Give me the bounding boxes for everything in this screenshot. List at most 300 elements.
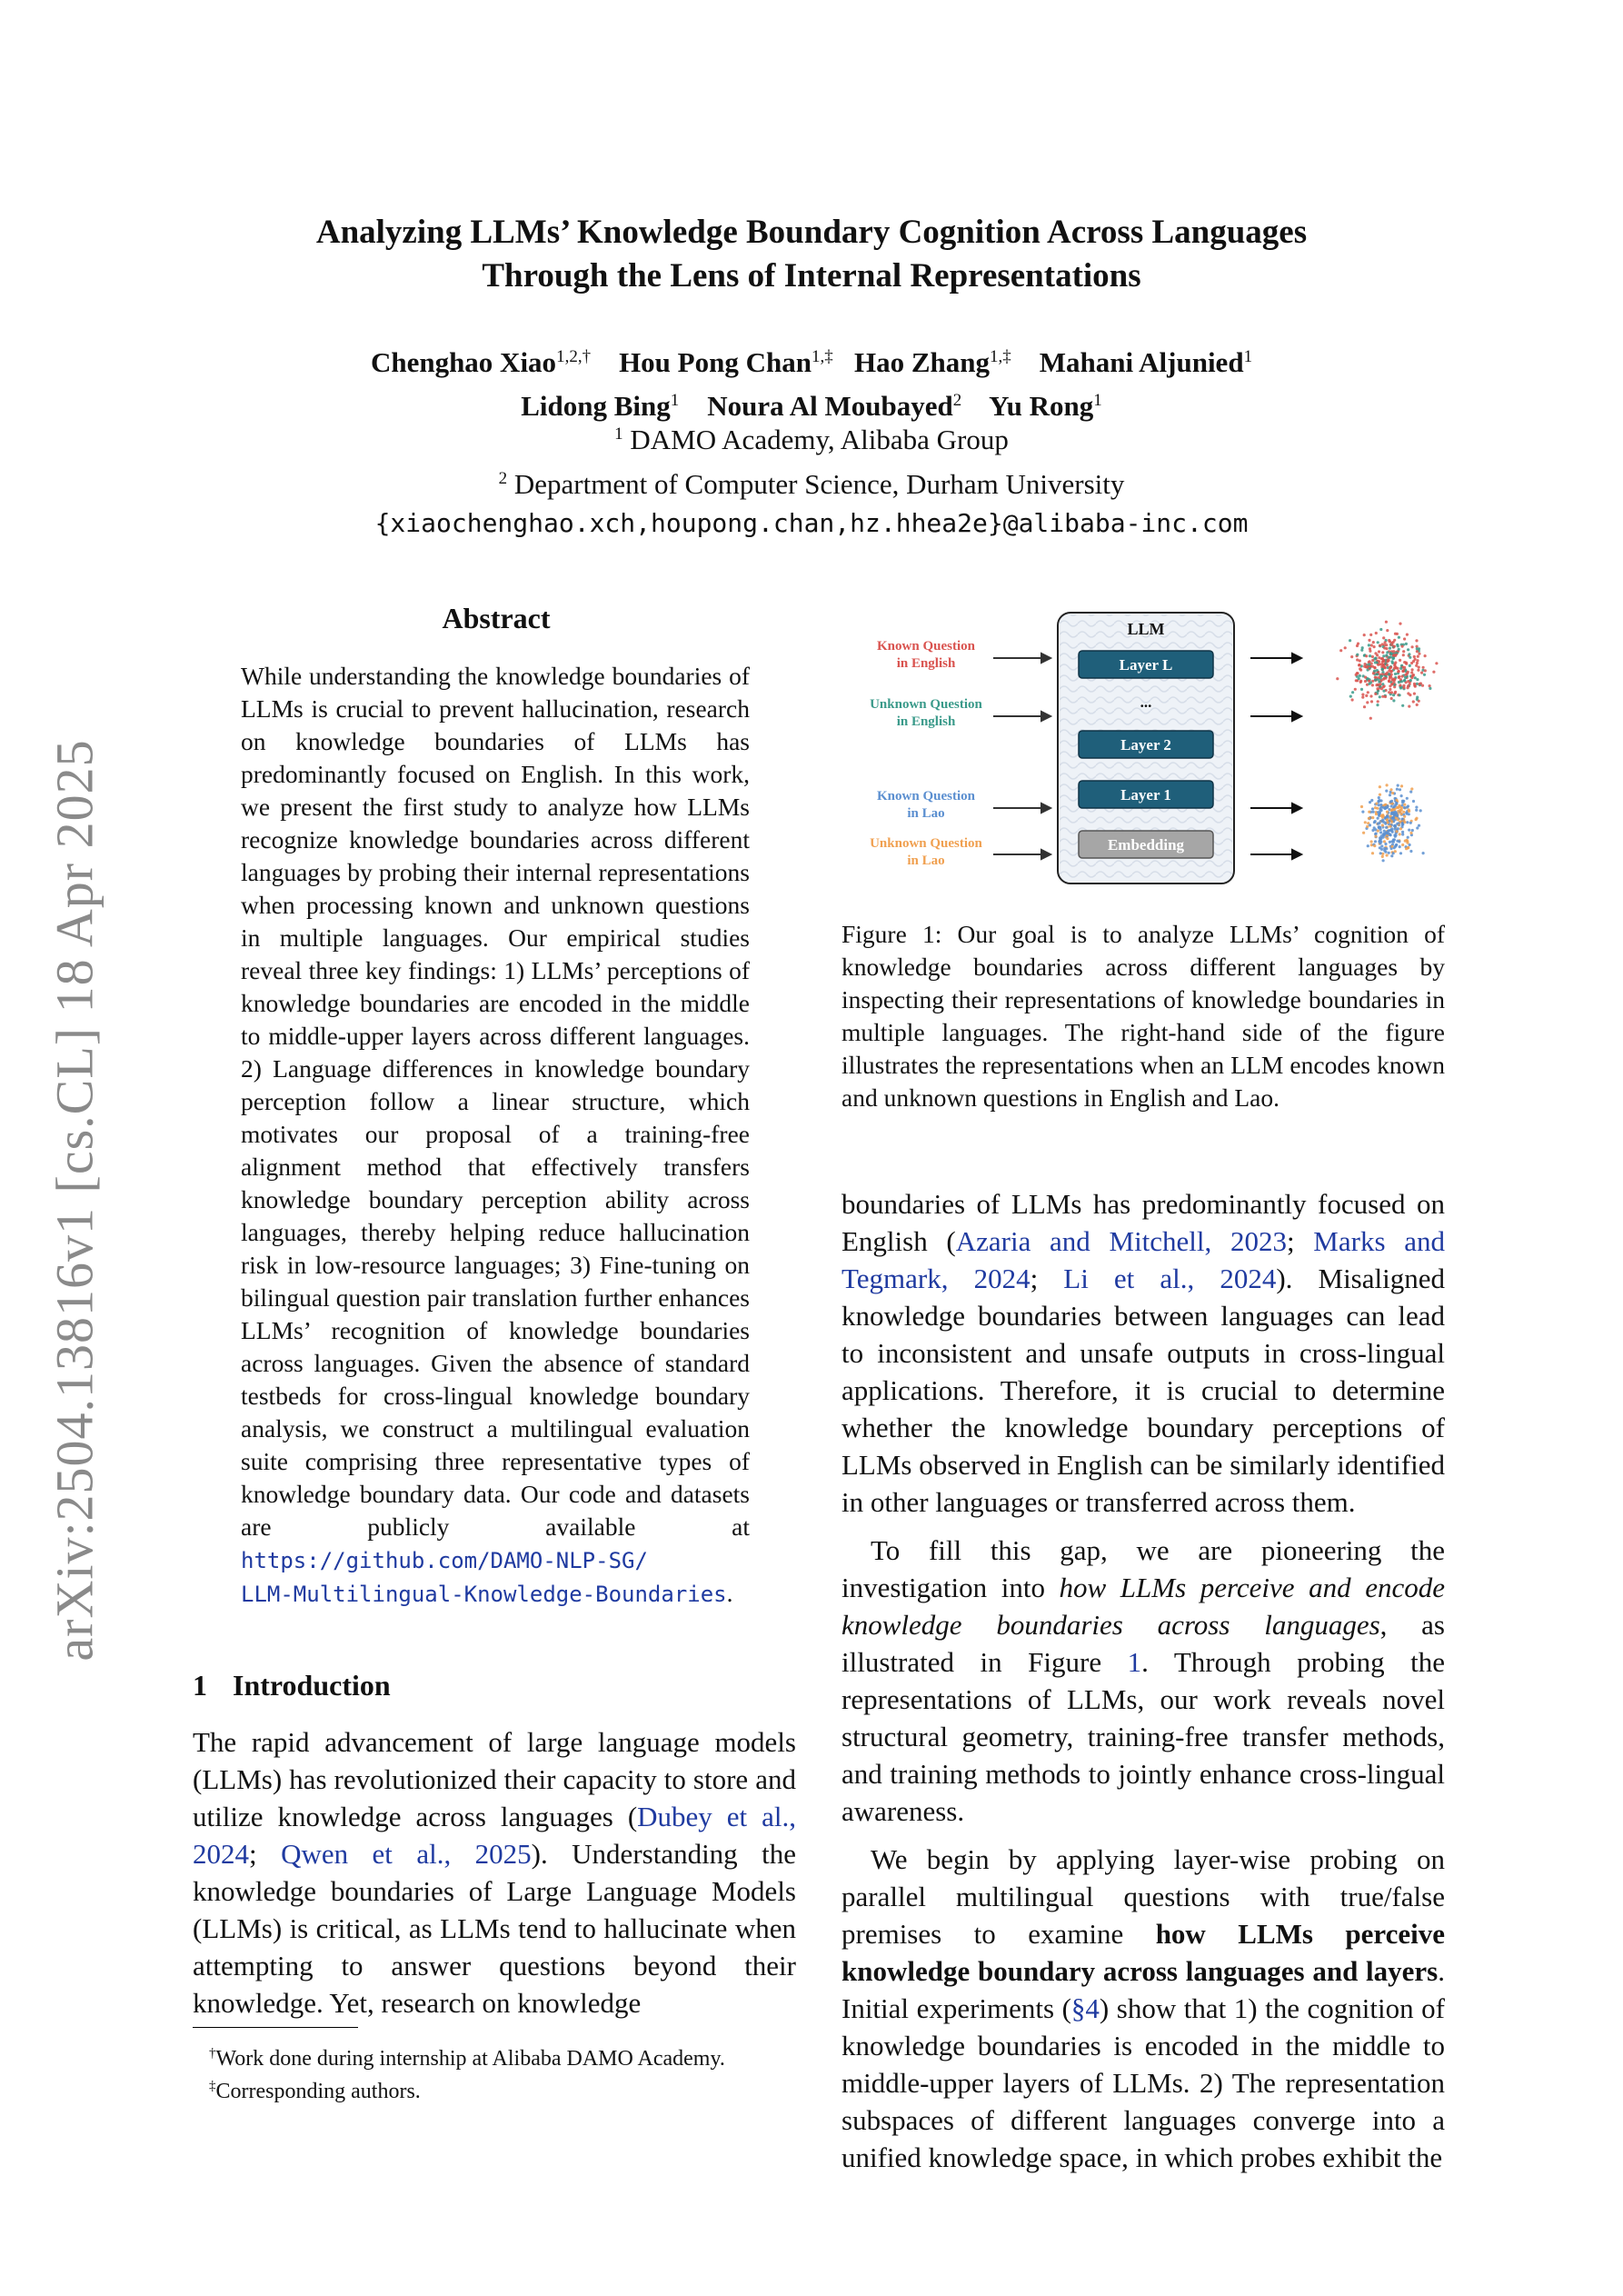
scatter-point — [1370, 700, 1373, 703]
scatter-point — [1369, 650, 1371, 653]
citation-link[interactable]: Dubey et al., 2024 — [193, 1801, 796, 1870]
scatter-point — [1364, 676, 1367, 679]
scatter-point — [1378, 656, 1380, 659]
scatter-point — [1413, 655, 1416, 658]
scatter-point — [1373, 844, 1376, 847]
scatter-point — [1377, 823, 1379, 825]
scatter-point — [1400, 675, 1403, 678]
scatter-point — [1400, 680, 1403, 683]
scatter-point — [1339, 649, 1342, 652]
scatter-point — [1379, 839, 1381, 842]
scatter-point — [1383, 847, 1386, 850]
scatter-point — [1366, 701, 1369, 704]
paper-title — [0, 211, 1623, 298]
scatter-point — [1397, 784, 1399, 787]
layer-ellipsis: ... — [1140, 694, 1152, 711]
scatter-point — [1388, 691, 1390, 694]
scatter-point — [1369, 660, 1371, 663]
scatter-point — [1399, 833, 1401, 835]
footnotes — [193, 2040, 796, 2105]
scatter-point — [1379, 644, 1381, 647]
scatter-point — [1384, 666, 1387, 669]
scatter-point — [1378, 796, 1380, 799]
scatter-point — [1398, 636, 1400, 639]
scatter-point — [1378, 826, 1380, 829]
scatter-point — [1401, 833, 1404, 835]
abstract-heading: Abstract — [442, 602, 551, 634]
scatter-point — [1379, 846, 1381, 849]
scatter-point — [1394, 835, 1397, 838]
scatter-point — [1379, 812, 1381, 814]
scatter-point — [1381, 855, 1384, 858]
scatter-point — [1361, 696, 1364, 699]
scatter-point — [1366, 825, 1369, 828]
scatter-point — [1403, 679, 1406, 682]
scatter-point — [1336, 677, 1339, 680]
input-unknown-english-line2: in English — [896, 714, 956, 729]
scatter-point — [1385, 790, 1388, 793]
scatter-point — [1403, 806, 1406, 809]
body-text: ; — [1030, 1263, 1064, 1294]
scatter-point — [1387, 821, 1389, 824]
scatter-point — [1412, 800, 1415, 803]
scatter-point — [1411, 829, 1414, 832]
affiliation-sup: 1 — [614, 424, 623, 444]
body-text: , as illustrated in Figure — [841, 1609, 1445, 1678]
scatter-point — [1365, 694, 1368, 697]
author-sup: 1,‡ — [990, 347, 1011, 366]
intro-text: The rapid advancement of large language models (LLMs) has revolutionized their capacity to store and utilize knowledge across languages ( — [193, 1726, 796, 1832]
scatter-point — [1350, 655, 1353, 658]
scatter-point — [1392, 641, 1395, 644]
scatter-point — [1395, 844, 1398, 846]
scatter-point — [1400, 784, 1403, 787]
scatter-point — [1402, 650, 1405, 653]
scatter-point — [1411, 674, 1414, 677]
scatter-point — [1389, 788, 1392, 791]
scatter-point — [1401, 670, 1404, 673]
scatter-point — [1377, 641, 1379, 644]
scatter-point — [1377, 830, 1379, 833]
scatter-point — [1395, 814, 1398, 816]
scatter-point — [1418, 824, 1420, 827]
scatter-point — [1386, 651, 1389, 654]
scatter-point — [1399, 684, 1401, 686]
scatter-point — [1374, 840, 1377, 843]
body-text: . Initial experiments ( — [841, 1955, 1445, 2024]
title-line-1: Analyzing LLMs’ Knowledge Boundary Cognition Across Languages — [315, 214, 1308, 251]
scatter-point — [1399, 694, 1401, 696]
scatter-point — [1399, 659, 1401, 662]
scatter-point — [1382, 636, 1385, 639]
scatter-point — [1389, 667, 1391, 670]
scatter-point — [1416, 678, 1419, 681]
scatter-point — [1379, 785, 1381, 788]
scatter-point — [1373, 666, 1376, 669]
scatter-point — [1416, 662, 1419, 664]
scatter-point — [1409, 832, 1412, 834]
scatter-point — [1390, 804, 1393, 807]
input-known-lao-line1: Known Question — [877, 789, 975, 804]
scatter-point — [1385, 654, 1388, 656]
scatter-point — [1415, 818, 1418, 821]
scatter-point — [1369, 654, 1371, 657]
intro-paragraph — [193, 1723, 796, 2021]
scatter-point — [1393, 846, 1396, 849]
scatter-point — [1400, 794, 1403, 797]
scatter-point — [1424, 654, 1427, 657]
arxiv-stamp — [45, 718, 105, 1682]
scatter-point — [1382, 659, 1385, 662]
scatter-point — [1374, 835, 1377, 838]
author-name: Mahani Aljunied — [1039, 346, 1244, 378]
scatter-point — [1406, 842, 1409, 844]
scatter-point — [1385, 621, 1388, 624]
scatter-point — [1415, 806, 1418, 809]
scatter-point — [1432, 671, 1435, 674]
scatter-point — [1389, 834, 1391, 836]
scatter-point — [1379, 831, 1382, 834]
scatter-point — [1369, 824, 1371, 826]
right-column — [841, 1185, 1445, 2187]
author-name: Chenghao Xiao — [370, 346, 557, 378]
scatter-point — [1418, 647, 1420, 650]
author-sup: 1 — [1093, 391, 1102, 410]
scatter-point — [1381, 824, 1384, 826]
title-line-2: Through the Lens of Internal Representations — [482, 257, 1141, 294]
scatter-point — [1391, 679, 1394, 682]
scatter-point — [1367, 691, 1369, 694]
intro-text: ; — [249, 1838, 282, 1870]
scatter-point — [1402, 686, 1405, 689]
scatter-point — [1363, 705, 1366, 708]
scatter-point — [1390, 670, 1393, 673]
scatter-point — [1390, 827, 1393, 830]
author-sup: 1 — [1243, 347, 1253, 366]
author-name: Hou Pong Chan — [619, 346, 812, 378]
scatter-point — [1376, 654, 1379, 656]
scatter-point — [1377, 700, 1379, 703]
scatter-point — [1386, 784, 1389, 786]
scatter-point — [1371, 807, 1374, 810]
scatter-point — [1403, 804, 1406, 806]
scatter-point — [1385, 826, 1388, 829]
scatter-point — [1398, 676, 1400, 679]
scatter-point — [1349, 695, 1352, 698]
scatter-point — [1395, 802, 1398, 804]
code-link[interactable] — [241, 1548, 727, 1607]
scatter-point — [1406, 797, 1409, 800]
scatter-point — [1376, 704, 1379, 706]
author-sup: 2 — [952, 391, 962, 410]
scatter-point — [1377, 817, 1379, 820]
scatter-point — [1409, 844, 1411, 846]
scatter-point — [1361, 811, 1364, 814]
scatter-point — [1416, 696, 1419, 699]
scatter-point — [1374, 657, 1377, 660]
scatter-point — [1422, 852, 1425, 854]
scatter-point — [1356, 644, 1359, 647]
scatter-point — [1383, 807, 1386, 810]
scatter-point — [1386, 664, 1389, 666]
scatter-point — [1398, 648, 1400, 651]
abstract-end: . — [726, 1579, 733, 1607]
scatter-point — [1399, 845, 1401, 848]
scatter-point — [1376, 669, 1379, 672]
scatter-point — [1359, 674, 1361, 677]
scatter-point — [1368, 680, 1370, 683]
scatter-point — [1366, 665, 1369, 668]
scatter-point — [1378, 804, 1380, 806]
scatter-point — [1386, 854, 1389, 856]
scatter-point — [1405, 643, 1408, 645]
scatter-point — [1359, 669, 1362, 672]
scatter-point — [1378, 660, 1380, 663]
body-text: boundaries of LLMs has predominantly focused on English ( — [841, 1188, 1445, 1257]
scatter-point — [1407, 671, 1409, 674]
scatter-point — [1382, 654, 1385, 657]
scatter-point — [1408, 653, 1410, 655]
scatter-point — [1356, 654, 1359, 656]
scatter-point — [1369, 717, 1372, 720]
scatter-point — [1396, 633, 1399, 635]
scatter-point — [1399, 667, 1402, 670]
scatter-point — [1388, 852, 1390, 854]
footnote-text: Corresponding authors. — [215, 2080, 421, 2103]
affiliations — [0, 414, 1623, 543]
scatter-point — [1407, 836, 1409, 839]
scatter-point — [1401, 645, 1404, 648]
scatter-point — [1384, 641, 1387, 644]
scatter-point — [1362, 832, 1365, 834]
author-name: Hao Zhang — [853, 346, 990, 378]
scatter-point — [1370, 644, 1373, 646]
scatter-point — [1417, 655, 1419, 658]
abstract-text: While understanding the knowledge boundaries of LLMs is crucial to prevent hallucination, research on knowledge boundaries of LLMs has predominantly focused on English. In this work, we present the first study to analyze how LLMs recognize knowledge boundaries across different languages by probing their internal representations when processing known and unknown questions in multiple languages. Our empirical studies reveal three key findings: 1) LLMs’ perceptions of knowledge boundaries are encoded in the middle to middle-upper layers across different languages. 2) Language differences in knowledge boundary perception follow a linear structure, which motivates our proposal of a training-free alignment method that effectively transfers knowledge boundary perception ability across languages, thereby helping reduce hallucination risk in low-resource languages; 3) Fine-tuning on bilingual question pair translation further enhances LLMs’ recognition of knowledge boundaries across languages. Given the absence of standard testbeds for cross-lingual knowledge boundary analysis, we construct a multilingual evaluation suite comprising three representative types of knowledge boundary data. Our code and datasets are publicly available at — [241, 662, 750, 1541]
code-link-part-1[interactable]: https://github.com/DAMO-NLP-SG/ — [241, 1548, 648, 1573]
scatter-point — [1402, 811, 1405, 814]
scatter-point — [1406, 634, 1409, 636]
scatter-point — [1409, 791, 1412, 794]
scatter-point — [1386, 811, 1389, 814]
input-unknown-lao-line2: in Lao — [907, 854, 945, 868]
figure-caption: Figure 1: Our goal is to analyze LLMs’ cognition of knowledge boundaries across different languages by inspecting their representations of knowledge boundaries in multiple languages. The right-hand side of the figure illustrates the representations when an LLM encodes known and unknown questions in English and Lao. — [841, 920, 1445, 1112]
scatter-point — [1393, 654, 1396, 656]
scatter-point — [1386, 629, 1389, 632]
scatter-point — [1371, 816, 1374, 819]
body-text: ). Misaligned knowledge boundaries between languages can lead to inconsistent and unsafe outputs in cross-lingual applications. Therefore, it is crucial to determine whether the knowledge boundary perceptions of LLMs observed in English can be similarly identified in other languages or transferred across them. — [841, 1263, 1445, 1518]
scatter-point — [1392, 694, 1395, 696]
scatter-point — [1419, 683, 1421, 685]
section-number: 1 — [193, 1669, 207, 1702]
citation-link[interactable]: Li et al., 2024 — [1063, 1263, 1277, 1294]
scatter-point — [1390, 812, 1393, 814]
scatter-point — [1368, 683, 1370, 685]
scatter-point — [1420, 672, 1423, 674]
scatter-point — [1401, 818, 1404, 821]
scatter-point — [1368, 639, 1370, 642]
scatter-point — [1393, 667, 1396, 670]
emphasis-text: how LLMs perceive and encode knowledge boundaries across languages — [841, 1572, 1445, 1641]
scatter-point — [1360, 649, 1363, 652]
embedding-label: Embedding — [1107, 836, 1185, 854]
scatter-point — [1391, 792, 1394, 794]
scatter-point — [1371, 684, 1374, 686]
scatter-point — [1390, 820, 1393, 823]
scatter-point — [1410, 671, 1413, 674]
scatter-point — [1384, 843, 1387, 845]
scatter-point — [1379, 794, 1381, 796]
citation-link[interactable]: Marks and Tegmark, 2024 — [841, 1225, 1445, 1294]
code-link-part-2[interactable]: LLM-Multilingual-Knowledge-Boundaries — [241, 1582, 727, 1607]
scatter-point — [1373, 670, 1376, 673]
scatter-point — [1418, 653, 1420, 655]
scatter-point — [1389, 841, 1391, 844]
scatter-point — [1387, 659, 1389, 662]
scatter-point — [1408, 705, 1410, 708]
author-name: Lidong Bing — [521, 390, 671, 422]
input-known-english-line2: in English — [896, 656, 956, 671]
scatter-point — [1392, 699, 1395, 702]
scatter-point — [1394, 850, 1397, 853]
scatter-point — [1393, 663, 1396, 665]
input-unknown-lao-line1: Unknown Question — [870, 836, 982, 851]
scatter-point — [1374, 820, 1377, 823]
scatter-point — [1371, 655, 1374, 658]
scatter-point — [1379, 663, 1381, 665]
citation-link[interactable]: Qwen et al., 2025 — [281, 1838, 532, 1870]
scatter-point — [1407, 648, 1409, 651]
scatter-point — [1416, 826, 1419, 829]
footnote-mark: † — [209, 2046, 216, 2061]
scatter-point — [1409, 822, 1412, 824]
section-ref-link[interactable]: §4 — [1070, 1992, 1100, 2024]
scatter-point — [1375, 632, 1378, 634]
author-name: Yu Rong — [989, 390, 1094, 422]
scatter-point — [1413, 683, 1416, 685]
scatter-point — [1399, 686, 1402, 689]
scatter-point — [1383, 646, 1386, 649]
scatter-point — [1389, 825, 1391, 828]
scatter-point — [1393, 808, 1396, 811]
scatter-point — [1407, 684, 1409, 687]
section-heading — [193, 1669, 391, 1702]
scatter-point — [1411, 645, 1414, 648]
scatter-point — [1391, 657, 1394, 660]
scatter-point — [1358, 677, 1360, 680]
scatter-point — [1397, 806, 1399, 809]
scatter-point — [1416, 704, 1419, 706]
scatter-point — [1379, 852, 1382, 854]
scatter-point — [1375, 813, 1378, 815]
bold-text: how LLMs perceive knowledge boundary across languages and layers — [841, 1918, 1445, 1987]
body-text: ; — [1286, 1225, 1314, 1257]
citation-link[interactable]: Azaria and Mitchell, 2023 — [955, 1225, 1287, 1257]
scatter-point — [1415, 809, 1418, 812]
scatter-point — [1344, 646, 1347, 649]
scatter-point — [1397, 827, 1399, 830]
intro-text: ). Understanding the knowledge boundaries of Large Language Models (LLMs) is critical, as LLMs tend to hallucinate when attempting to answer questions beyond their knowledge. Yet, research on knowledge — [193, 1838, 796, 2019]
scatter-point — [1419, 809, 1422, 812]
layer-2-label: Layer 2 — [1120, 736, 1171, 754]
scatter-point — [1397, 644, 1399, 647]
scatter-point — [1356, 672, 1359, 674]
input-unknown-english-line1: Unknown Question — [870, 697, 982, 712]
scatter-point — [1376, 807, 1379, 810]
layer-L-label: Layer L — [1119, 656, 1173, 674]
scatter-point — [1356, 658, 1359, 661]
figure-ref-link[interactable]: 1 — [1127, 1646, 1142, 1678]
scatter-point — [1389, 652, 1392, 654]
author-sup: 1 — [670, 391, 680, 410]
scatter-point — [1378, 650, 1380, 653]
body-text: We begin by applying layer-wise probing on parallel multilingual questions with true/false premises to examine — [841, 1843, 1445, 1950]
scatter-point — [1411, 668, 1414, 671]
scatter-point — [1399, 623, 1401, 625]
scatter-point — [1380, 820, 1383, 823]
scatter-point — [1435, 662, 1438, 664]
footnote-mark: ‡ — [209, 2079, 216, 2093]
scatter-point — [1370, 840, 1373, 843]
scatter-point — [1390, 644, 1393, 646]
scatter-point — [1368, 817, 1370, 820]
scatter-point — [1399, 827, 1402, 830]
scatter-point — [1401, 844, 1404, 846]
scatter-point — [1399, 788, 1401, 791]
figure-1 — [860, 596, 1450, 896]
scatter-point — [1400, 806, 1403, 809]
scatter-point — [1416, 650, 1419, 653]
scatter-point — [1358, 664, 1360, 666]
scatter-point — [1382, 685, 1385, 688]
scatter-point — [1379, 628, 1382, 631]
scatter-point — [1384, 816, 1387, 819]
scatter-point — [1396, 788, 1399, 791]
scatter-point — [1415, 639, 1418, 642]
scatter-point — [1409, 679, 1412, 682]
author-list — [0, 338, 1623, 425]
scatter-point — [1389, 688, 1391, 691]
scatter-point — [1379, 842, 1381, 844]
scatter-point — [1398, 840, 1400, 843]
scatter-point — [1373, 645, 1376, 648]
scatter-point — [1371, 852, 1374, 854]
scatter-point — [1377, 684, 1379, 686]
input-known-english-line1: Known Question — [877, 639, 975, 654]
paragraph — [841, 1841, 1445, 2176]
scatter-point — [1409, 664, 1411, 667]
affiliation-1 — [0, 414, 1623, 459]
scatter-point — [1391, 831, 1394, 834]
scatter-point — [1390, 697, 1393, 700]
scatter-point — [1414, 658, 1417, 661]
scatter-point — [1429, 687, 1431, 690]
scatter-point — [1429, 684, 1431, 687]
scatter-point — [1421, 684, 1424, 687]
scatter-point — [1383, 833, 1386, 835]
scatter-point — [1392, 838, 1395, 841]
layer-1-label: Layer 1 — [1120, 786, 1171, 804]
affiliation-text: DAMO Academy, Alibaba Group — [630, 424, 1009, 455]
affiliation-sup: 2 — [498, 469, 508, 488]
scatter-point — [1417, 669, 1419, 672]
scatter-point — [1402, 654, 1405, 656]
scatter-point — [1384, 695, 1387, 698]
footnote-rule — [193, 2027, 358, 2028]
scatter-point — [1405, 663, 1408, 665]
scatter-point — [1406, 813, 1409, 815]
scatter-point — [1375, 833, 1378, 835]
